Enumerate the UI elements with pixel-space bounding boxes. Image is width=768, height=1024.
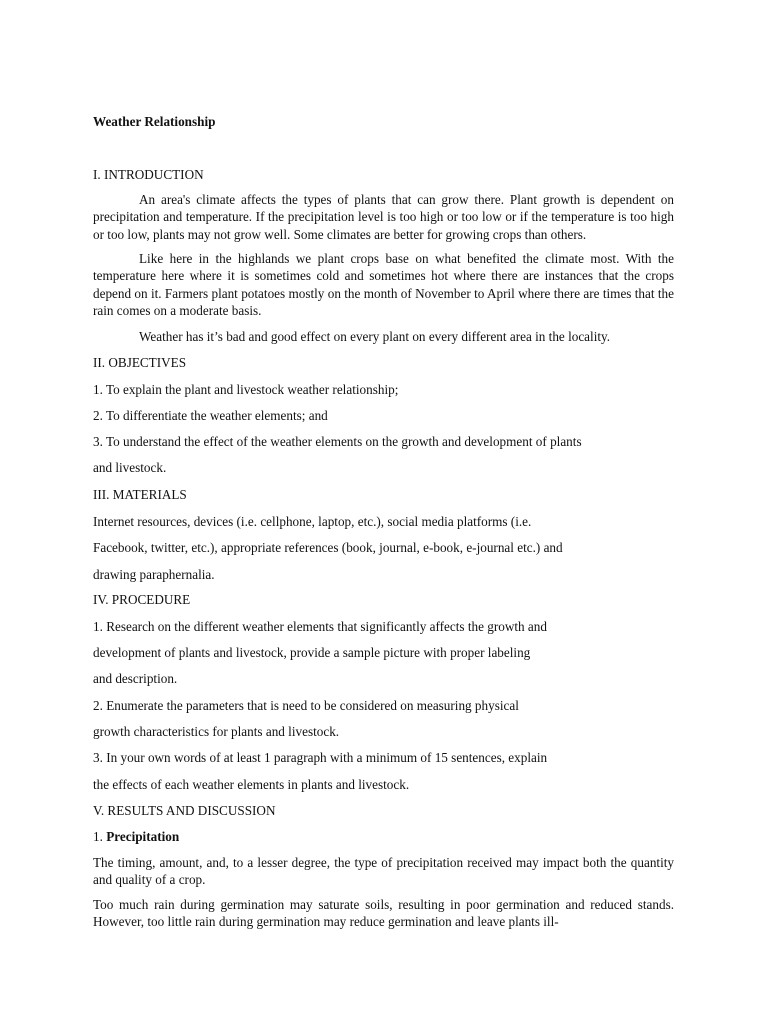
results-item-title: Precipitation <box>106 829 180 844</box>
procedure-line: 1. Research on the different weather elements that significantly affects the growth and <box>93 619 547 634</box>
introduction-paragraph: An area's climate affects the types of plants that can grow there. Plant growth is dependent on precipitation and temperature. If the precipitation level is too high or too low or if the temperature is too high or too low, plants may not grow well. Some climates are better for growing crops than others. <box>93 192 674 242</box>
materials-heading: III. MATERIALS <box>93 487 187 502</box>
procedure-line: growth characteristics for plants and livestock. <box>93 724 340 739</box>
objective-line: 2. To differentiate the weather elements; and <box>93 408 328 423</box>
document-title: Weather Relationship <box>93 114 216 129</box>
objective-line: 3. To understand the effect of the weather elements on the growth and development of plants <box>93 434 582 449</box>
procedure-line: development of plants and livestock, provide a sample picture with proper labeling <box>93 645 531 660</box>
materials-line: drawing paraphernalia. <box>93 567 215 582</box>
results-subheading <box>93 828 674 845</box>
results-item-number: 1. <box>93 829 103 844</box>
procedure-line: 2. Enumerate the parameters that is need to be considered on measuring physical <box>93 698 519 713</box>
procedure-line: and description. <box>93 671 178 686</box>
procedure-line: 3. In your own words of at least 1 paragraph with a minimum of 15 sentences, explain <box>93 750 548 765</box>
materials-line: Facebook, twitter, etc.), appropriate references (book, journal, e-book, e-journal etc.) and <box>93 540 563 555</box>
introduction-paragraph: Like here in the highlands we plant crops base on what benefited the climate most. With the temperature here where it is sometimes cold and sometimes hot where there are instances that the crops depend on it. Farmers plant potatoes mostly on the month of November to April where there are times that the rain comes on a moderate basis. <box>93 251 674 319</box>
procedure-line: the effects of each weather elements in plants and livestock. <box>93 777 410 792</box>
results-heading: V. RESULTS AND DISCUSSION <box>93 803 276 818</box>
results-paragraph: The timing, amount, and, to a lesser degree, the type of precipitation received may impact both the quantity and quality of a crop. <box>93 855 674 888</box>
results-paragraph: Too much rain during germination may saturate soils, resulting in poor germination and reduced stands. However, too little rain during germination may reduce germination and leave plants ill- <box>93 897 674 930</box>
introduction-paragraph: Weather has it’s bad and good effect on every plant on every different area in the locality. <box>139 329 611 344</box>
procedure-heading: IV. PROCEDURE <box>93 592 191 607</box>
objectives-heading: II. OBJECTIVES <box>93 355 187 370</box>
materials-line: Internet resources, devices (i.e. cellphone, laptop, etc.), social media platforms (i.e. <box>93 514 532 529</box>
objective-line: 1. To explain the plant and livestock weather relationship; <box>93 382 399 397</box>
objective-line: and livestock. <box>93 460 167 475</box>
introduction-heading: I. INTRODUCTION <box>93 167 204 182</box>
